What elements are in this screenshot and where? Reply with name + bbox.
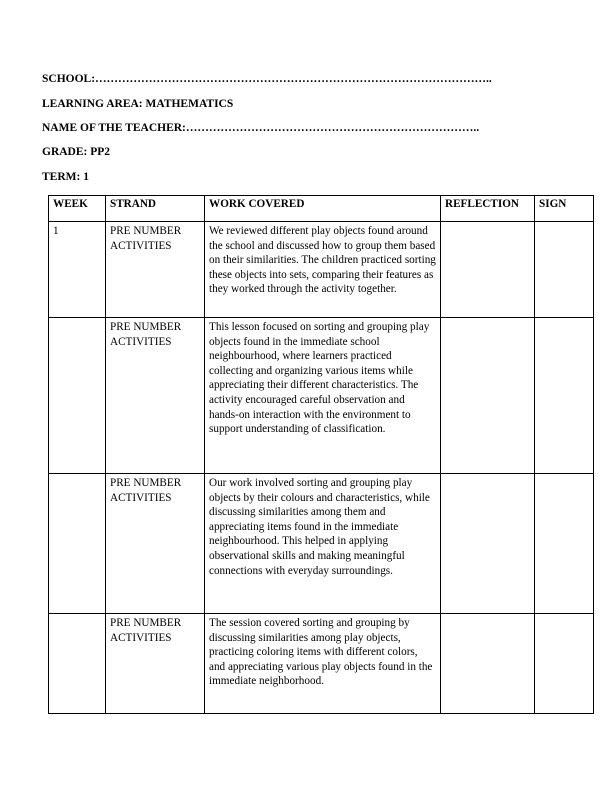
strand-cell: PRE NUMBER ACTIVITIES	[106, 222, 205, 318]
sign-cell[interactable]	[535, 222, 594, 318]
week-cell	[49, 614, 106, 714]
work-covered-cell: This lesson focused on sorting and grouping play objects found in the immediate school neighbourhood, where learners practiced collecting and organizing various items while appreciating their different characteristics. The activity encouraged careful observation and hands-on interaction with the environment to support understanding of classification.	[205, 318, 441, 474]
table-header-row	[49, 196, 594, 222]
grade: GRADE: PP2	[42, 146, 111, 158]
work-covered-cell: Our work involved sorting and grouping play objects by their colours and characteristics, while discussing similarities among them and appreciating items found in the immediate neighbourhood. This helped in applying observational skills and making meaningful connections with everyday surroundings.	[205, 474, 441, 614]
column-header-work-covered: WORK COVERED	[205, 196, 441, 222]
strand-cell: PRE NUMBER ACTIVITIES	[106, 474, 205, 614]
learning-area: LEARNING AREA: MATHEMATICS	[42, 98, 234, 110]
sign-cell[interactable]	[535, 474, 594, 614]
reflection-cell[interactable]	[441, 222, 535, 318]
reflection-cell[interactable]	[441, 318, 535, 474]
table-row	[49, 222, 594, 318]
record-of-work-table	[48, 195, 594, 714]
work-covered-cell: The session covered sorting and grouping by discussing similarities among play objects, practicing coloring items with different colors, and appreciating various play objects found in the immediate neighborhood.	[205, 614, 441, 714]
sign-cell[interactable]	[535, 614, 594, 714]
strand-cell: PRE NUMBER ACTIVITIES	[106, 318, 205, 474]
table-row	[49, 614, 594, 714]
table-row	[49, 474, 594, 614]
term: TERM: 1	[42, 171, 89, 183]
teacher-name-field: NAME OF THE TEACHER:…………………………………………………………………..	[42, 122, 480, 134]
sign-cell[interactable]	[535, 318, 594, 474]
week-cell: 1	[49, 222, 106, 318]
work-covered-cell: We reviewed different play objects found around the school and discussed how to group them based on their similarities. The children practiced sorting these objects into sets, comparing their features as they worked through the activity together.	[205, 222, 441, 318]
school-field: SCHOOL:…………………………………………………………………………………………..	[42, 73, 492, 85]
column-header-week: WEEK	[49, 196, 106, 222]
week-cell	[49, 474, 106, 614]
strand-cell: PRE NUMBER ACTIVITIES	[106, 614, 205, 714]
reflection-cell[interactable]	[441, 474, 535, 614]
column-header-strand: STRAND	[106, 196, 205, 222]
column-header-sign: SIGN	[535, 196, 594, 222]
week-cell	[49, 318, 106, 474]
table-row	[49, 318, 594, 474]
column-header-reflection: REFLECTION	[441, 196, 535, 222]
reflection-cell[interactable]	[441, 614, 535, 714]
